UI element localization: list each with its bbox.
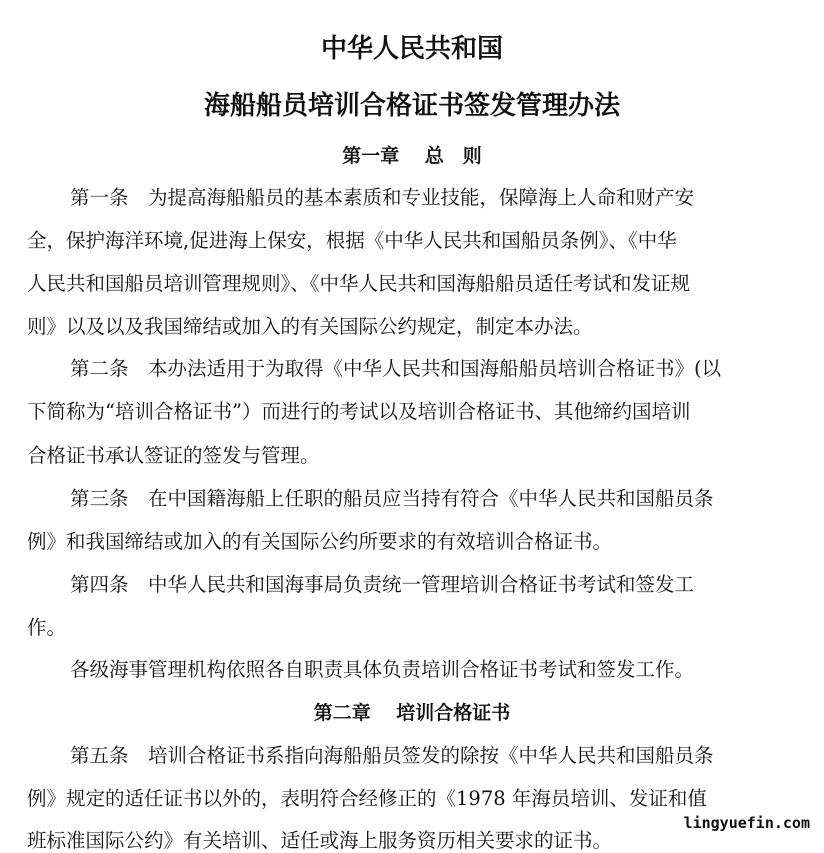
chapter-2-heading: 第二章 培训合格证书 <box>313 702 511 724</box>
article-4-line-1: 第四条 中华人民共和国海事局负责统一管理培训合格证书考试和签发工 <box>70 573 695 596</box>
article-1-line-4: 则》以及以及我国缔结或加入的有关国际公约规定，制定本办法。 <box>27 315 593 338</box>
site-watermark: lingyuefin.com <box>678 812 816 834</box>
article-1-line-3: 人民共和国船员培训管理规则》、《中华人民共和国海船船员适任考试和发证规 <box>27 272 691 295</box>
document-title-line-2: 海船船员培训合格证书签发管理办法 <box>203 91 620 121</box>
article-1-line-1: 第一条 为提高海船船员的基本素质和专业技能，保障海上人命和财产安 <box>70 186 695 209</box>
article-5-line-2: 例》规定的适任证书以外的，表明符合经修正的《1978 年海员培训、发证和值 <box>27 787 707 810</box>
article-2-line-2: 下简称为“培训合格证书”）而进行的考试以及培训合格证书、其他缔约国培训 <box>27 400 691 423</box>
article-5-line-1: 第五条 培训合格证书系指向海船船员签发的除按《中华人民共和国船员条 <box>70 744 714 767</box>
article-3-line-1: 第三条 在中国籍海船上任职的船员应当持有符合《中华人民共和国船员条 <box>70 487 714 510</box>
article-1-line-2: 全，保护海洋环境,促进海上保安，根据《中华人民共和国船员条例》、《中华 <box>27 229 677 252</box>
article-5-line-3: 班标准国际公约》有关培训、适任或海上服务资历相关要求的证书。 <box>27 829 613 852</box>
article-3-line-2: 例》和我国缔结或加入的有关国际公约所要求的有效培训合格证书。 <box>27 530 613 553</box>
article-4-line-2: 作。 <box>27 616 67 639</box>
article-2-line-3: 合格证书承认签证的签发与管理。 <box>27 444 320 467</box>
article-2-line-1: 第二条 本办法适用于为取得《中华人民共和国海船船员培训合格证书》(以 <box>70 357 722 380</box>
document-title-line-1: 中华人民共和国 <box>320 34 503 64</box>
article-4-line-3: 各级海事管理机构依照各自职责具体负责培训合格证书考试和签发工作。 <box>70 658 695 681</box>
chapter-1-heading: 第一章 总 则 <box>342 145 482 167</box>
